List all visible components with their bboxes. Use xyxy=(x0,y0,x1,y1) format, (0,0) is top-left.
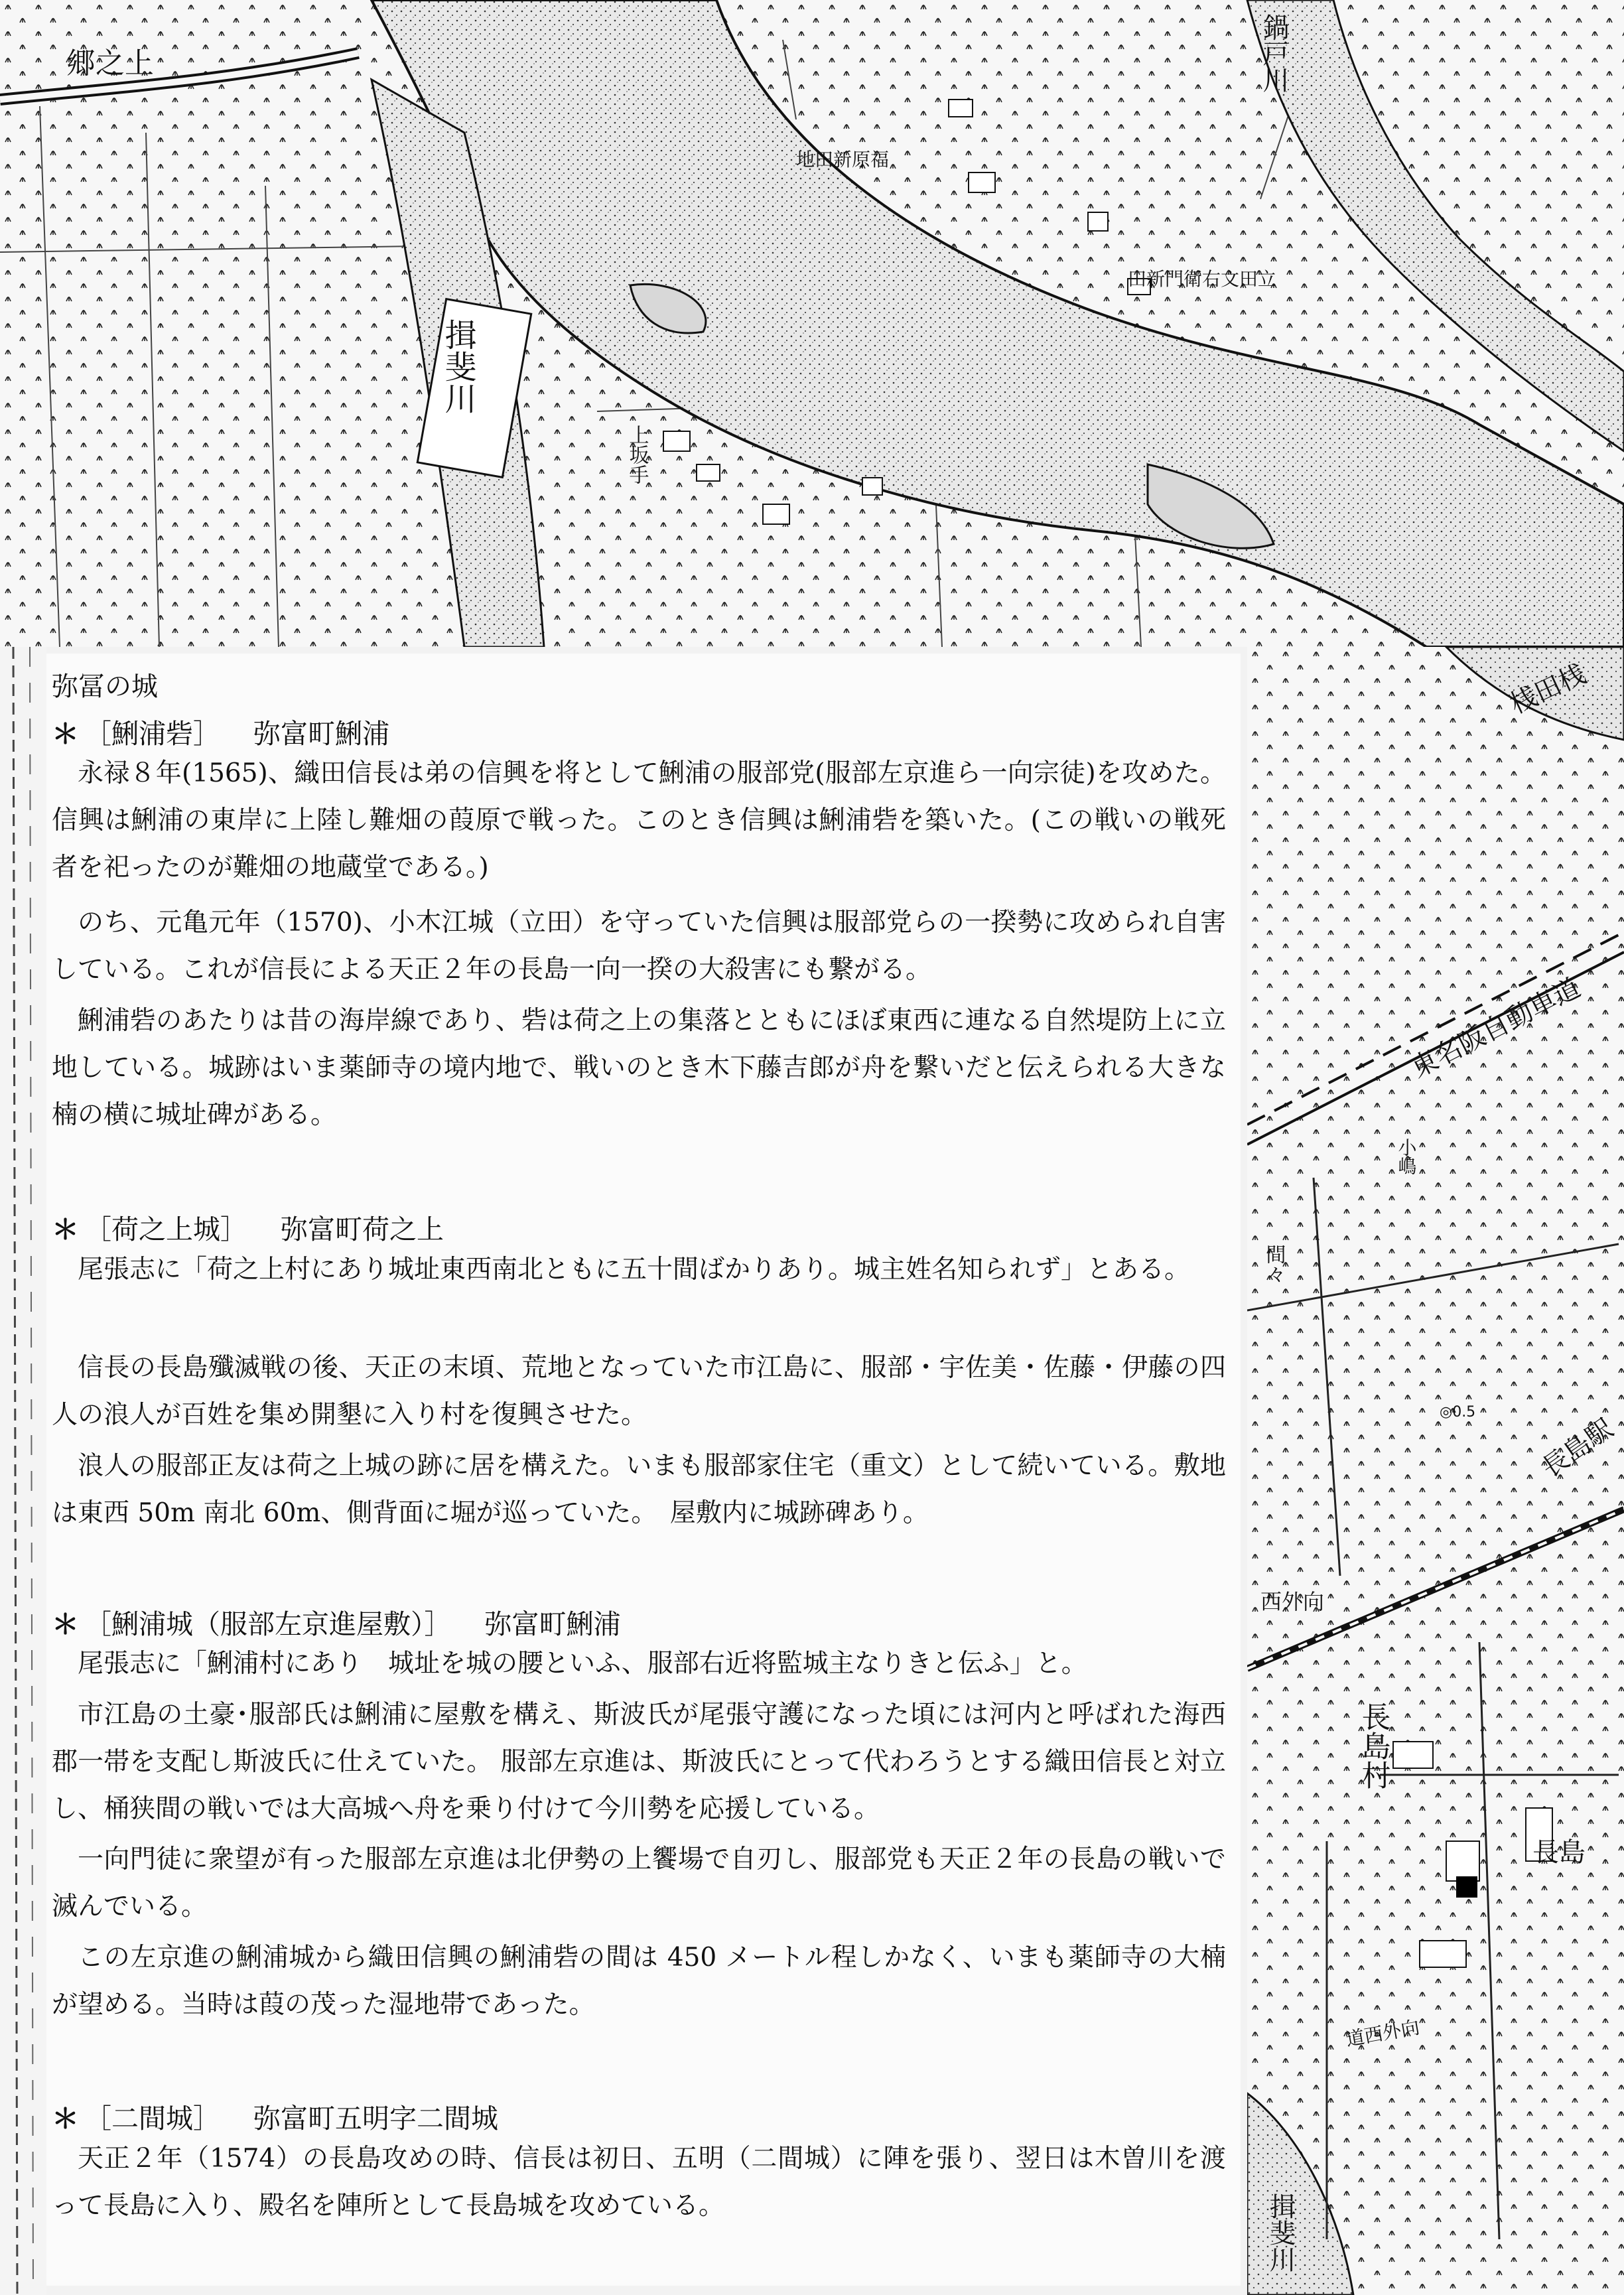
right-map xyxy=(1247,647,1624,2295)
map-label-mark: ◎0.5 xyxy=(1440,1404,1476,1421)
map-label-koshima: 小嶋 xyxy=(1395,1138,1418,1175)
section-heading-ninoue-castle xyxy=(52,1208,444,1247)
section-heading-unoura-fort xyxy=(52,712,389,751)
page-title: 弥冨の城 xyxy=(52,671,158,702)
section-address: 弥富町荷之上 xyxy=(281,1214,444,1245)
map-label-highway: 東名阪自動車道 xyxy=(1406,972,1586,1084)
asterisk-icon: ＊ xyxy=(52,2103,79,2134)
section-address: 弥富町五明字二間城 xyxy=(253,2103,498,2134)
paragraph: 浪人の服部正友は荷之上城の跡に居を構えた。いまも服部家住宅（重文）として続いている。敷地は東西 50m 南北 60m、側背面に堀が巡っていた。 屋敷内に城跡碑あり。 xyxy=(52,1451,1226,1528)
map-label-gonoue: 郷之上 xyxy=(66,46,154,80)
map-label-kamifurute: 上坂手 xyxy=(625,425,649,484)
section-heading-unoura-castle xyxy=(52,1602,621,1641)
map-label-nabetogawa: 鍋戸川 xyxy=(1258,13,1289,93)
map-label-nagashima-village: 長島村 xyxy=(1356,1702,1390,1789)
paragraph: 市江島の土豪･服部氏は鯏浦に屋敷を構え、斯波氏が尾張守護になった頃には河内と呼ばれた海西郡一帯を支配し斯波氏に仕えていた。 服部左京進は、斯波氏にとって代わろうとする織田信長と対立し、桶狭間の戦いでは大高城へ舟を乗り付けて今川勢を応援している。 xyxy=(52,1700,1226,1824)
paragraph: 尾張志に「鯏浦村にあり 城址を城の腰といふ、服部右近将監城主なりきと伝ふ」と。 xyxy=(78,1649,1087,1679)
paragraph: 信長の長島殲滅戦の後、天正の末頃、荒地となっていた市江島に、服部・宇佐美・佐藤・伊藤の四人の浪人が百姓を集め開墾に入り村を復興させた。 xyxy=(52,1353,1226,1430)
map-label-nagashima: 長島 xyxy=(1532,1837,1586,1868)
section-address: 弥富町鯏浦 xyxy=(484,1608,621,1640)
asterisk-icon: ＊ xyxy=(52,1608,79,1640)
map-label-bridge: 桟田桟 xyxy=(1505,658,1591,721)
paragraph: 鯏浦砦のあたりは昔の海岸線であり、砦は荷之上の集落とともにほぼ東西に連なる自然堤防上に立地している。城跡はいま薬師寺の境内地で、戦いのとき木下藤吉郎が舟を繋いだと伝えられる大きな楠の横に城址碑がある。 xyxy=(52,1006,1226,1130)
section-address: 弥富町鯏浦 xyxy=(253,718,389,750)
map-label-shinden-left: 地田新原福 xyxy=(796,149,890,171)
map-label-mukai-soto2: 道西外向 xyxy=(1344,2016,1422,2051)
section-heading-nikenjo xyxy=(52,2097,498,2136)
map-label-ibi-river-bottom: 揖斐川 xyxy=(1265,2193,1296,2272)
paragraph: 永禄８年(1565)、織田信長は弟の信興を将として鯏浦の服部党(服部左京進ら一向宗徒)を攻めた。 信興は鯏浦の東岸に上陸し難畑の葭原で戦った。このとき信興は鯏浦砦を築いた。(この戦いの戦死者を祀ったのが難畑の地蔵堂である。) xyxy=(52,758,1226,882)
paragraph: 一向門徒に衆望が有った服部左京進は北伊勢の上饗場で自刃し、服部党も天正２年の長島の戦いで滅んでいる。 xyxy=(52,1844,1226,1921)
map-label-station: 長島駅 xyxy=(1536,1413,1619,1484)
map-label-ibi-river: 揖斐川 xyxy=(439,318,476,414)
map-label-maruma: 間々 xyxy=(1262,1244,1286,1284)
castle-location-marker xyxy=(1456,1876,1477,1898)
section-title: ［荷之上城］ xyxy=(84,1214,247,1245)
paragraph: 尾張志に「荷之上村にあり城址東西南北ともに五十間ばかりあり。城主姓名知られず」とある。 xyxy=(78,1255,1191,1285)
map-label-shinden-right: 田新門衛右文田立 xyxy=(1128,268,1277,290)
section-title: ［鯏浦砦］ xyxy=(84,718,220,750)
section-title: ［二間城］ xyxy=(84,2103,220,2134)
asterisk-icon: ＊ xyxy=(52,1214,79,1245)
top-map xyxy=(0,0,1624,647)
section-title: ［鯏浦城（服部左京進屋敷）］ xyxy=(84,1608,452,1640)
map-label-mukai-soto: 西外向 xyxy=(1260,1589,1325,1614)
asterisk-icon: ＊ xyxy=(52,718,79,750)
left-edge-strip xyxy=(0,647,46,2295)
paragraph: 天正２年（1574）の長島攻めの時、信長は初日、五明（二間城）に陣を張り、翌日は木曽川を渡って長島に入り、殿名を陣所として長島城を攻めている。 xyxy=(52,2144,1226,2221)
paragraph: のち、元亀元年（1570)、小木江城（立田）を守っていた信興は服部党らの一揆勢に攻められ自害している。これが信長による天正２年の長島一向一揆の大殺害にも繋がる。 xyxy=(52,908,1226,985)
article-panel xyxy=(46,654,1241,2286)
paragraph: この左京進の鯏浦城から織田信興の鯏浦砦の間は 450 メートル程しかなく、いまも薬師寺の大楠が望める。当時は葭の茂った湿地帯であった。 xyxy=(52,1943,1226,2020)
